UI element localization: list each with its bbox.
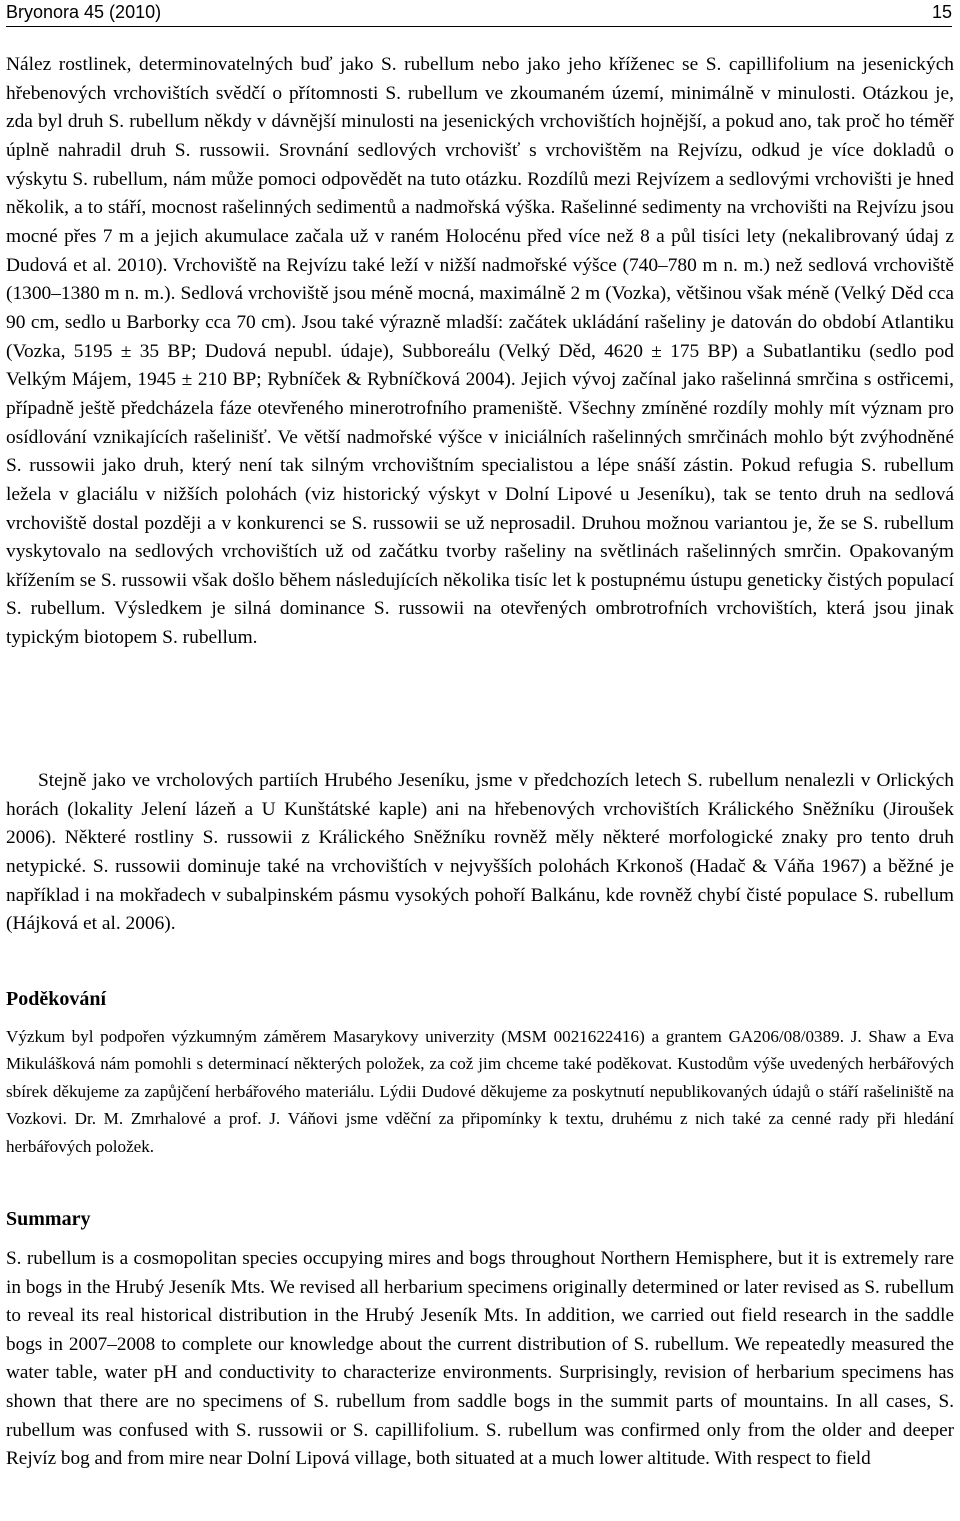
page-number: 15: [931, 2, 952, 22]
body-paragraph-comparison: Stejně jako ve vrcholových partiích Hrubého Jeseníku, jsme v předchozích letech S. rubellum nenalezli v Orlických horách (lokality Jelení lázeň a U Kunštátské kaple) ani na hřebenových vrchovištích Králického Sněžníku (Jiroušek 2006). Některé rostliny S. russowii z Králického Sněžníku rovněž měly některé morfologické znaky pro tento druh netypické. S. russowii dominuje také na vrchovištích v nejvyšších polohách Krkonoš (Hadač & Váňa 1967) a běžné je například i na mokřadech v subalpinském pásmu vysokých pohoří Balkánu, kde rovněž chybí čisté populace S. rubellum (Hájková et al. 2006).: [6, 770, 954, 935]
body-paragraph-discussion: Nález rostlinek, determinovatelných buď jako S. rubellum nebo jako jeho kříženec se S. capillifolium na jesenických hřebenových vrchovištích svědčí o přítomnosti S. rubellum ve zkoumaném území, minimálně v minulosti. Otázkou je, zda byl druh S. rubellum někdy v dávnější minulosti na jesenických vrchovištích hojnější, a pokud ano, tak proč ho téměř úplně nahradil druh S. russowii. Srovnání sedlových vrchovišť s vrchovištěm na Rejvízu, odkud je více dokladů o výskytu S. rubellum, nám může pomoci odpovědět na tuto otázku. Rozdílů mezi Rejvízem a sedlovými vrchovišti je hned několik, a to stáří, mocnost rašelinných sedimentů a nadmořská výška. Rašelinné sedimenty na vrchovišti na Rejvízu jsou mocné přes 7 m a jejich akumulace začala už v raném Holocénu před více než 8 a půl tisíci lety (nekalibrovaný údaj z Dudová et al. 2010). Vrchoviště na Rejvízu také leží v nižší nadmořské výšce (740–780 m n. m.) než sedlová vrchoviště (1300–1380 m n. m.). Sedlová vrchoviště jsou méně mocná, maximálně 2 m (Vozka), většinou však méně (Velký Děd cca 90 cm, sedlo u Barborky cca 70 cm). Jsou také výrazně mladší: začátek ukládání rašeliny je datován do období Atlantiku (Vozka, 5195 ± 35 BP; Dudová nepubl. údaje), Subboreálu (Velký Děd, 4620 ± 175 BP) a Subatlantiku (sedlo pod Velkým Májem, 1945 ± 210 BP; Rybníček & Rybníčková 2004). Jejich vývoj začínal jako rašelinná smrčina s ostřicemi, případně ještě předcházela fáze otevřeného minerotrofního prameniště. Všechny zmíněné rozdíly mohly mít význam pro osídlování vznikajících rašelinišť. Ve větší nadmořské výšce v iniciálních rašelinných smrčinách mohlo být zvýhodněné S. russowii jako druh, který není tak silným vrchovištním specialistou a lépe snáší zástin. Pokud refugia S. rubellum ležela v glaciálu v nižších polohách (viz historický výskyt v Dolní Lipové u Jeseníku), tak se tento druh na sedlová vrchoviště dostal později a v konkurenci se S. russowii se už neprosadil. Druhou možnou variantou je, že se S. rubellum vyskytovalo na sedlových vrchovištích už od začátku tvorby rašeliny na světlinách rašelinných smrčin. Opakovaným křížením se S. russowii však došlo během následujících několika tisíc let k postupnému ústupu geneticky čistých populací S. rubellum. Výsledkem je silná dominance S. russowii na otevřených ombrotrofních vrchovištích, která jsou jinak typickým biotopem S. rubellum.: [6, 54, 954, 649]
journal-citation: Bryonora 45 (2010): [6, 2, 162, 22]
acknowledgements-heading: Poděkování: [6, 988, 107, 1010]
summary-heading: Summary: [6, 1208, 91, 1230]
acknowledgements-text: Výzkum byl podpořen výzkumným záměrem Masarykovy univerzity (MSM 0021622416) a grantem GA206/08/0389. J. Shaw a Eva Mikulášková nám pomohli s determinací některých položek, za což jim chceme také poděkovat. Kustodům výše uvedených herbářových sbírek děkujeme za zapůjčení herbářového materiálu. Lýdii Dudové děkujeme za poskytnutí nepublikovaných údajů o stáří rašeliniště na Vozkovi. Dr. M. Zmrhalové a prof. J. Váňovi jsme vděční za připomínky k textu, druhému z nich také za cenné rady při hledání herbářových položek.: [6, 1027, 954, 1156]
summary-text: S. rubellum is a cosmopolitan species occupying mires and bogs throughout Northern Hemisphere, but it is extremely rare in bogs in the Hrubý Jeseník Mts. We revised all herbarium specimens originally determined or later revised as S. rubellum to reveal its real historical distribution in the Hrubý Jeseník Mts. In addition, we carried out field research in the saddle bogs in 2007–2008 to complete our knowledge about the current distribution of S. rubellum. We repeatedly measured the water table, water pH and conductivity to characterize environments. Surprisingly, revision of herbarium specimens has shown that there are no specimens of S. rubellum from saddle bogs in the summit parts of mountains. In all cases, S. rubellum was confused with S. russowii or S. capillifolium. S. rubellum was confirmed only from the older and deeper Rejvíz bog and from mire near Dolní Lipová village, both situated at a much lower altitude. With respect to field: [6, 1248, 954, 1470]
running-header: [6, 0, 952, 27]
